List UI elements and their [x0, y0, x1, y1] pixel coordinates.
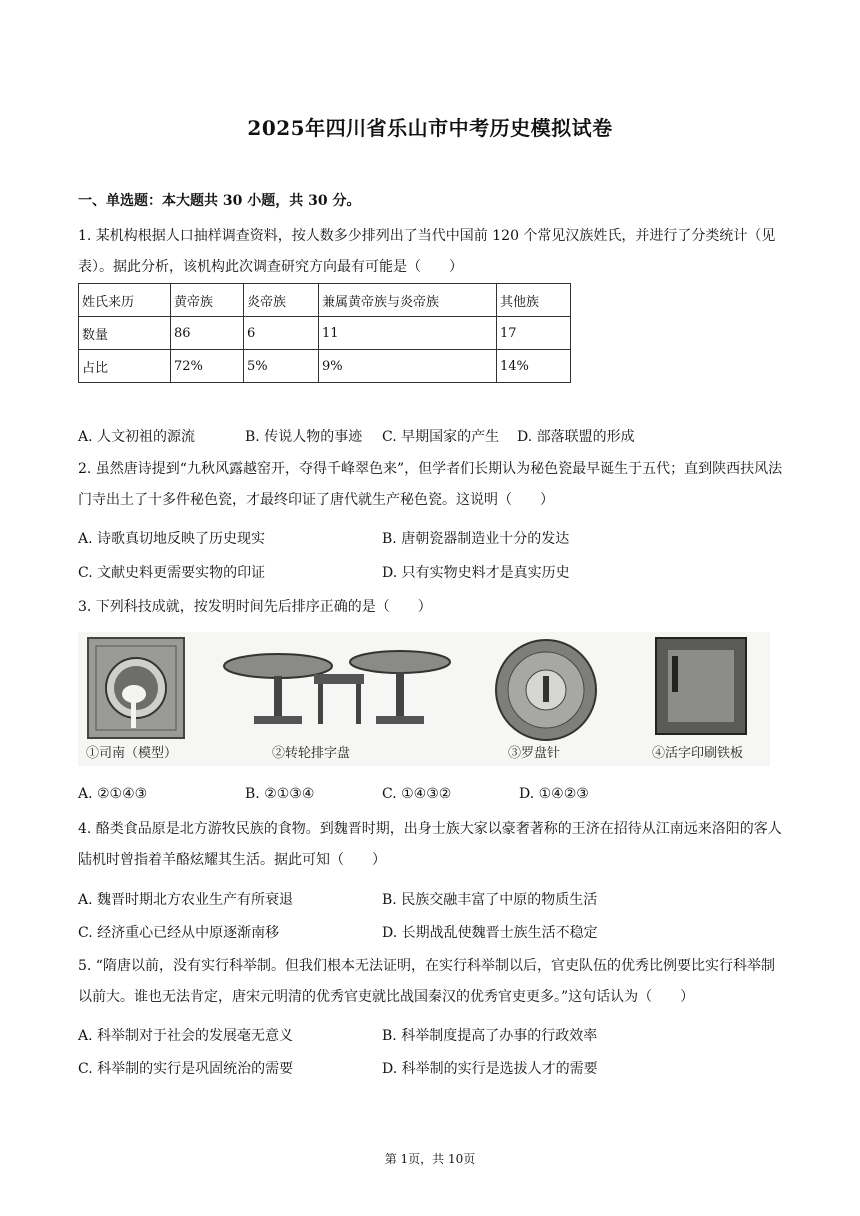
option-a[interactable]: A. 诗歌真切地反映了历史现实 [78, 531, 266, 547]
option-c[interactable]: C. 文献史料更需要实物的印证 [78, 565, 266, 581]
option-c[interactable]: C. 经济重心已经从中原逐渐南移 [78, 925, 280, 941]
sinan-image [88, 638, 184, 738]
question-1-stem: 1. 某机构根据人口抽样调查资料，按人数多少排列出了当代中国前 120 个常见汉族姓氏，并进行了分类统计（见表）。据此分析，该机构此次调查研究方向最有可能是（ ） [78, 228, 776, 275]
caption-rotary-table: ②转轮排字盘 [272, 746, 351, 761]
invention-images [78, 632, 770, 766]
table-cell: 兼属黄帝族与炎帝族 [319, 284, 497, 317]
table-cell: 14% [497, 350, 571, 383]
question-2-options-row1 [78, 528, 788, 552]
surname-table [78, 283, 571, 383]
table-cell: 姓氏来历 [79, 284, 171, 317]
page-number: 第 1页，共 10页 [384, 1152, 476, 1166]
option-c[interactable]: C. 早期国家的产生 [382, 429, 500, 445]
question-3-stem: 3. 下列科技成就，按发明时间先后排序正确的是（ ） [78, 599, 432, 615]
caption-compass: ③罗盘针 [508, 746, 561, 761]
option-b[interactable]: B. 科举制度提高了办事的行政效率 [382, 1028, 598, 1044]
option-c[interactable]: C. 科举制的实行是巩固统治的需要 [78, 1061, 294, 1077]
table-cell: 5% [244, 350, 319, 383]
question-5-options-row1 [78, 1025, 788, 1049]
option-b[interactable]: B. 唐朝瓷器制造业十分的发达 [382, 531, 570, 547]
question-4-stem: 4. 酪类食品原是北方游牧民族的食物。到魏晋时期，出身士族大家以豪奢著称的王济在招待从江南远来洛阳的客人陆机时曾指着羊酪炫耀其生活。据此可知（ ） [78, 821, 782, 868]
table-cell: 86 [171, 317, 244, 350]
table-cell: 炎帝族 [244, 284, 319, 317]
page-title: 2025年四川省乐山市中考历史模拟试卷 [247, 116, 613, 140]
option-d[interactable]: D. 只有实物史料才是真实历史 [382, 565, 570, 581]
option-b[interactable]: B. 民族交融丰富了中原的物质生活 [382, 892, 598, 908]
table-row [79, 350, 571, 383]
caption-iron-plate: ④活字印刷铁板 [652, 746, 744, 761]
option-d[interactable]: D. 部落联盟的形成 [517, 429, 635, 445]
option-b[interactable]: B. 传说人物的事迹 [245, 429, 363, 445]
option-a[interactable]: A. 人文初祖的源流 [78, 429, 196, 445]
table-cell: 占比 [79, 350, 171, 383]
question-5-options-row2 [78, 1058, 788, 1082]
option-c[interactable]: C. ①④③② [382, 786, 452, 802]
table-row [79, 317, 571, 350]
option-b[interactable]: B. ②①③④ [245, 786, 315, 802]
table-cell: 其他族 [497, 284, 571, 317]
question-5-stem: 5. “隋唐以前，没有实行科举制。但我们根本无法证明，在实行科举制以后，官吏队伍的优秀比例要比实行科举制以前大。谁也无法肯定，唐宋元明清的优秀官吏就比战国秦汉的优秀官吏更多。”这句话认为（ ） [78, 958, 775, 1005]
table-cell: 11 [319, 317, 497, 350]
table-row [79, 284, 571, 317]
question-2-stem: 2. 虽然唐诗提到“九秋风露越窑开，夺得千峰翠色来”，但学者们长期认为秘色瓷最早诞生于五代；直到陕西扶风法门寺出土了十多件秘色瓷，才最终印证了唐代就生产秘色瓷。这说明（ ） [78, 461, 783, 508]
compass-image [496, 640, 596, 740]
question-4-options-row1 [78, 889, 788, 913]
table-cell: 9% [319, 350, 497, 383]
section-heading: 一、单选题：本大题共 30 小题，共 30 分。 [78, 193, 361, 209]
table-cell: 数量 [79, 317, 171, 350]
question-4-options-row2 [78, 922, 788, 946]
option-d[interactable]: D. 科举制的实行是选拔人才的需要 [382, 1061, 598, 1077]
question-1-options [78, 426, 788, 450]
rotary-table-image [224, 651, 450, 724]
option-a[interactable]: A. 科举制对于社会的发展毫无意义 [78, 1028, 294, 1044]
option-d[interactable]: D. ①④②③ [519, 786, 589, 802]
question-3-options [78, 786, 788, 810]
option-a[interactable]: A. 魏晋时期北方农业生产有所衰退 [78, 892, 294, 908]
table-cell: 6 [244, 317, 319, 350]
question-2-options-row2 [78, 562, 788, 586]
iron-plate-image [656, 638, 746, 734]
option-d[interactable]: D. 长期战乱使魏晋士族生活不稳定 [382, 925, 598, 941]
option-a[interactable]: A. ②①④③ [78, 786, 148, 802]
table-cell: 72% [171, 350, 244, 383]
table-cell: 黄帝族 [171, 284, 244, 317]
caption-sinan: ①司南（模型） [86, 746, 178, 761]
table-cell: 17 [497, 317, 571, 350]
